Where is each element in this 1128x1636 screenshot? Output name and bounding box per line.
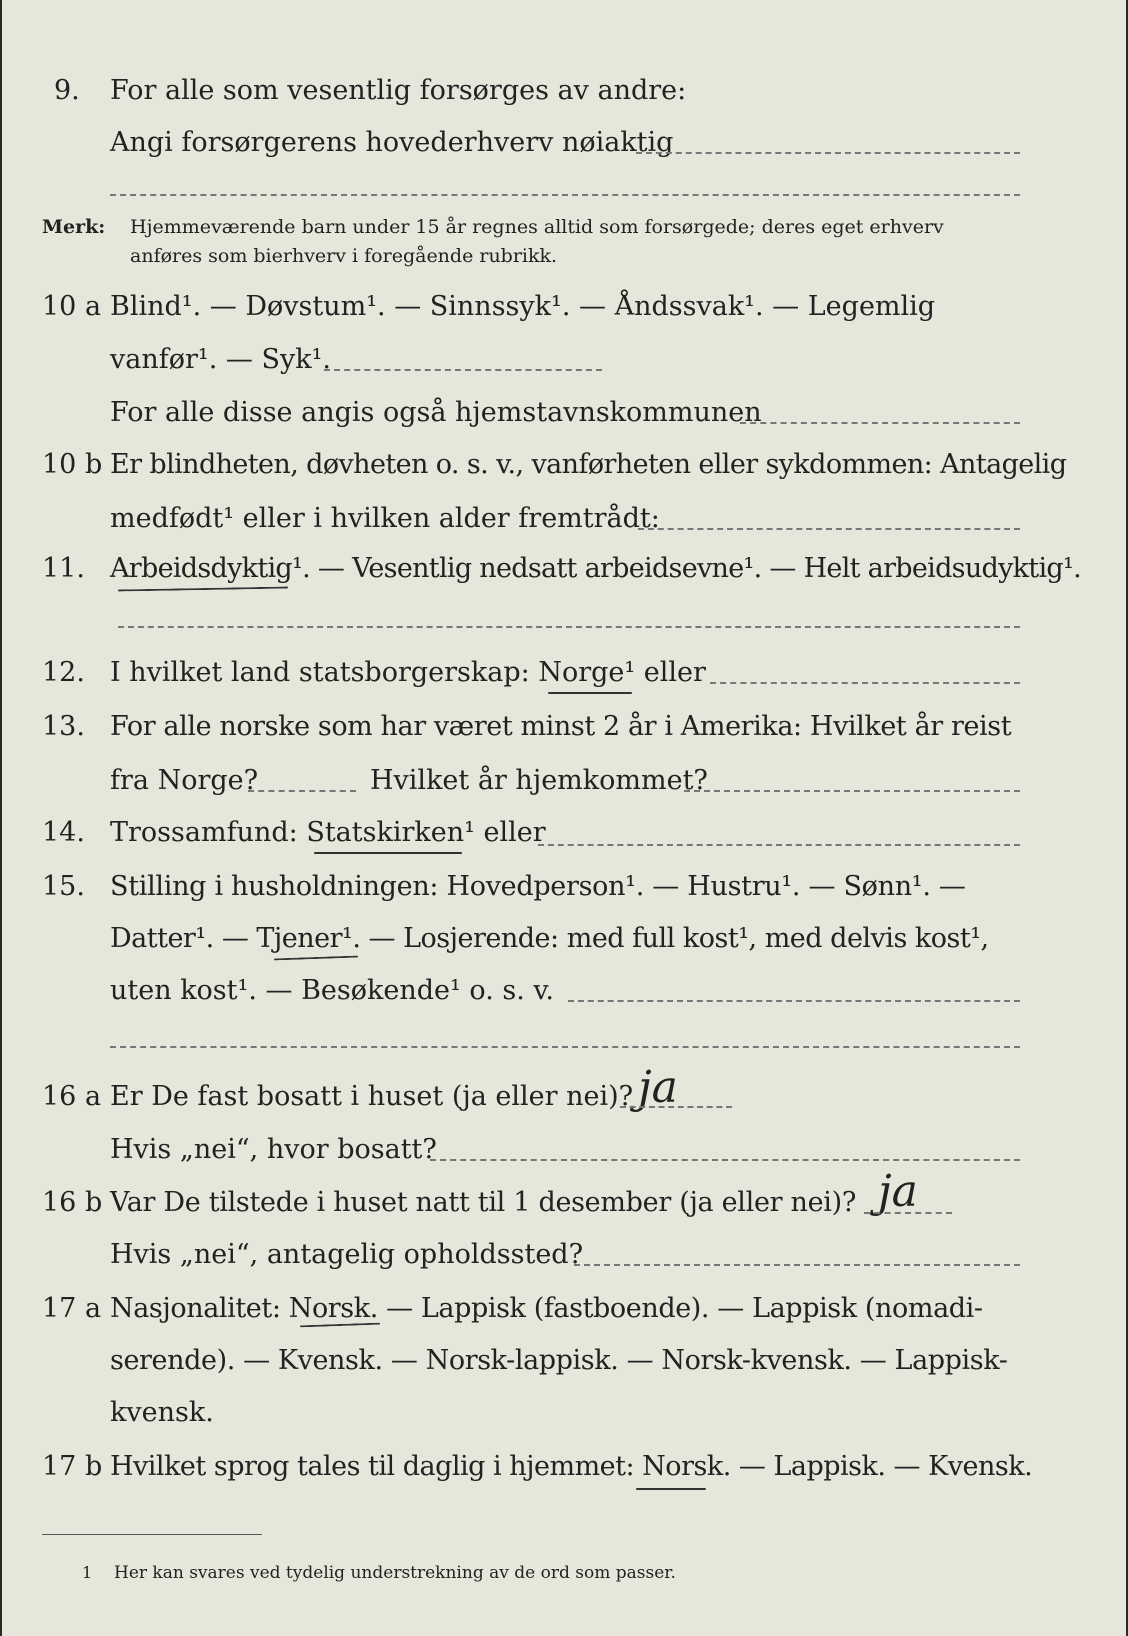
q10a-line3: For alle disse angis også hjemstavnskommunen	[110, 397, 762, 428]
q17a-line1: Nasjonalitet: Norsk. — Lappisk (fastboende). — Lappisk (nomadi-	[110, 1293, 983, 1324]
q13-line1: For alle norske som har været minst 2 år i Amerika: Hvilket år reist	[110, 711, 1012, 742]
q16b-line2: Hvis „nei“, antagelig opholdssted?	[110, 1239, 584, 1270]
q13-line2b: Hvilket år hjemkommet?	[370, 765, 708, 796]
q11-handwritten-underline	[118, 587, 288, 592]
merk-label: Merk:	[42, 216, 106, 238]
q15-line3: uten kost¹. — Besøkende¹ o. s. v.	[110, 975, 555, 1006]
q15-number: 15.	[42, 871, 85, 902]
q14-number: 14.	[42, 817, 85, 848]
q15-separator-line	[110, 1046, 1020, 1048]
q12-answer-line[interactable]	[710, 682, 1020, 684]
q16a-number: 16 a	[42, 1081, 102, 1112]
q10a-line1: Blind¹. — Døvstum¹. — Sinnssyk¹. — Åndssvak¹. — Legemlig	[110, 291, 936, 322]
q16a-handwritten-answer: ja	[638, 1062, 678, 1113]
footnote-mark: 1	[82, 1563, 93, 1582]
merk-line2: anføres som bierhverv i foregående rubrikk.	[130, 245, 558, 267]
q14-answer-line[interactable]	[538, 844, 1020, 846]
q16a-answer-line[interactable]	[620, 1106, 732, 1108]
q12-number: 12.	[42, 657, 85, 688]
q9-number: 9.	[54, 75, 80, 106]
q15-answer-line[interactable]	[568, 1000, 1020, 1002]
q10a-line2: vanfør¹. — Syk¹.	[110, 344, 331, 375]
q10a-number: 10 a	[42, 291, 102, 322]
q11-number: 11.	[42, 553, 85, 584]
q10b-number: 10 b	[42, 449, 103, 480]
q11-line1: Arbeidsdyktig¹. — Vesentlig nedsatt arbeidsevne¹. — Helt arbeidsudyktig¹.	[110, 553, 1081, 584]
q17b-line1: Hvilket sprog tales til daglig i hjemmet: Norsk. — Lappisk. — Kvensk.	[110, 1451, 1033, 1482]
q16b-handwritten-answer: ja	[878, 1166, 918, 1217]
census-form-page	[2, 0, 1126, 1636]
q15-line2: Datter¹. — Tjener¹. — Losjerende: med full kost¹, med delvis kost¹,	[110, 923, 989, 954]
footnote-text: Her kan svares ved tydelig understrekning av de ord som passer.	[114, 1563, 676, 1583]
q10b-answer-line[interactable]	[638, 528, 1020, 530]
q12-handwritten-underline	[548, 692, 632, 694]
q16a-bosatt-line[interactable]	[430, 1159, 1020, 1161]
q17b-handwritten-underline	[636, 1488, 706, 1490]
q9-line2: Angi forsørgerens hovederhverv nøiaktig	[110, 127, 674, 158]
q11-separator-line	[118, 626, 1020, 628]
q16a-line2: Hvis „nei“, hvor bosatt?	[110, 1134, 437, 1165]
merk-line1: Hjemmeværende barn under 15 år regnes alltid som forsørgede; deres eget erhverv	[130, 216, 944, 238]
q13-line2a: fra Norge?	[110, 765, 259, 796]
q9-answer-line-2[interactable]	[110, 194, 1020, 196]
q10a-answer-line[interactable]	[324, 369, 602, 371]
q13-hjemkommet-line[interactable]	[684, 790, 1020, 792]
q15-handwritten-underline	[274, 956, 358, 961]
q15-line1: Stilling i husholdningen: Hovedperson¹. — Hustru¹. — Sønn¹. —	[110, 871, 966, 902]
q16a-line1: Er De fast bosatt i huset (ja eller nei)?	[110, 1081, 634, 1112]
q16b-number: 16 b	[42, 1187, 103, 1218]
q13-number: 13.	[42, 711, 85, 742]
q10b-line2: medfødt¹ eller i hvilken alder fremtrådt:	[110, 503, 660, 534]
q17a-number: 17 a	[42, 1293, 102, 1324]
q12-line1: I hvilket land statsborgerskap: Norge¹ eller	[110, 657, 706, 688]
q16b-opholdssted-line[interactable]	[574, 1264, 1020, 1266]
q17a-line2: serende). — Kvensk. — Norsk-lappisk. — Norsk-kvensk. — Lappisk-	[110, 1345, 1008, 1376]
q9-answer-line[interactable]	[636, 152, 1020, 154]
q17b-number: 17 b	[42, 1451, 103, 1482]
q14-handwritten-underline	[314, 852, 462, 854]
q17a-line3: kvensk.	[110, 1397, 214, 1428]
q16b-answer-line[interactable]	[864, 1212, 952, 1214]
q13-reist-line[interactable]	[248, 790, 356, 792]
footnote-divider	[42, 1534, 262, 1535]
q16b-line1: Var De tilstede i huset natt til 1 desember (ja eller nei)?	[110, 1187, 857, 1218]
q10a-hjemstavn-line[interactable]	[740, 422, 1020, 424]
q9-line1: For alle som vesentlig forsørges av andre:	[110, 75, 687, 106]
q14-line1: Trossamfund: Statskirken¹ eller	[110, 817, 546, 848]
q10b-line1: Er blindheten, døvheten o. s. v., vanførheten eller sykdommen: Antagelig	[110, 449, 1067, 480]
